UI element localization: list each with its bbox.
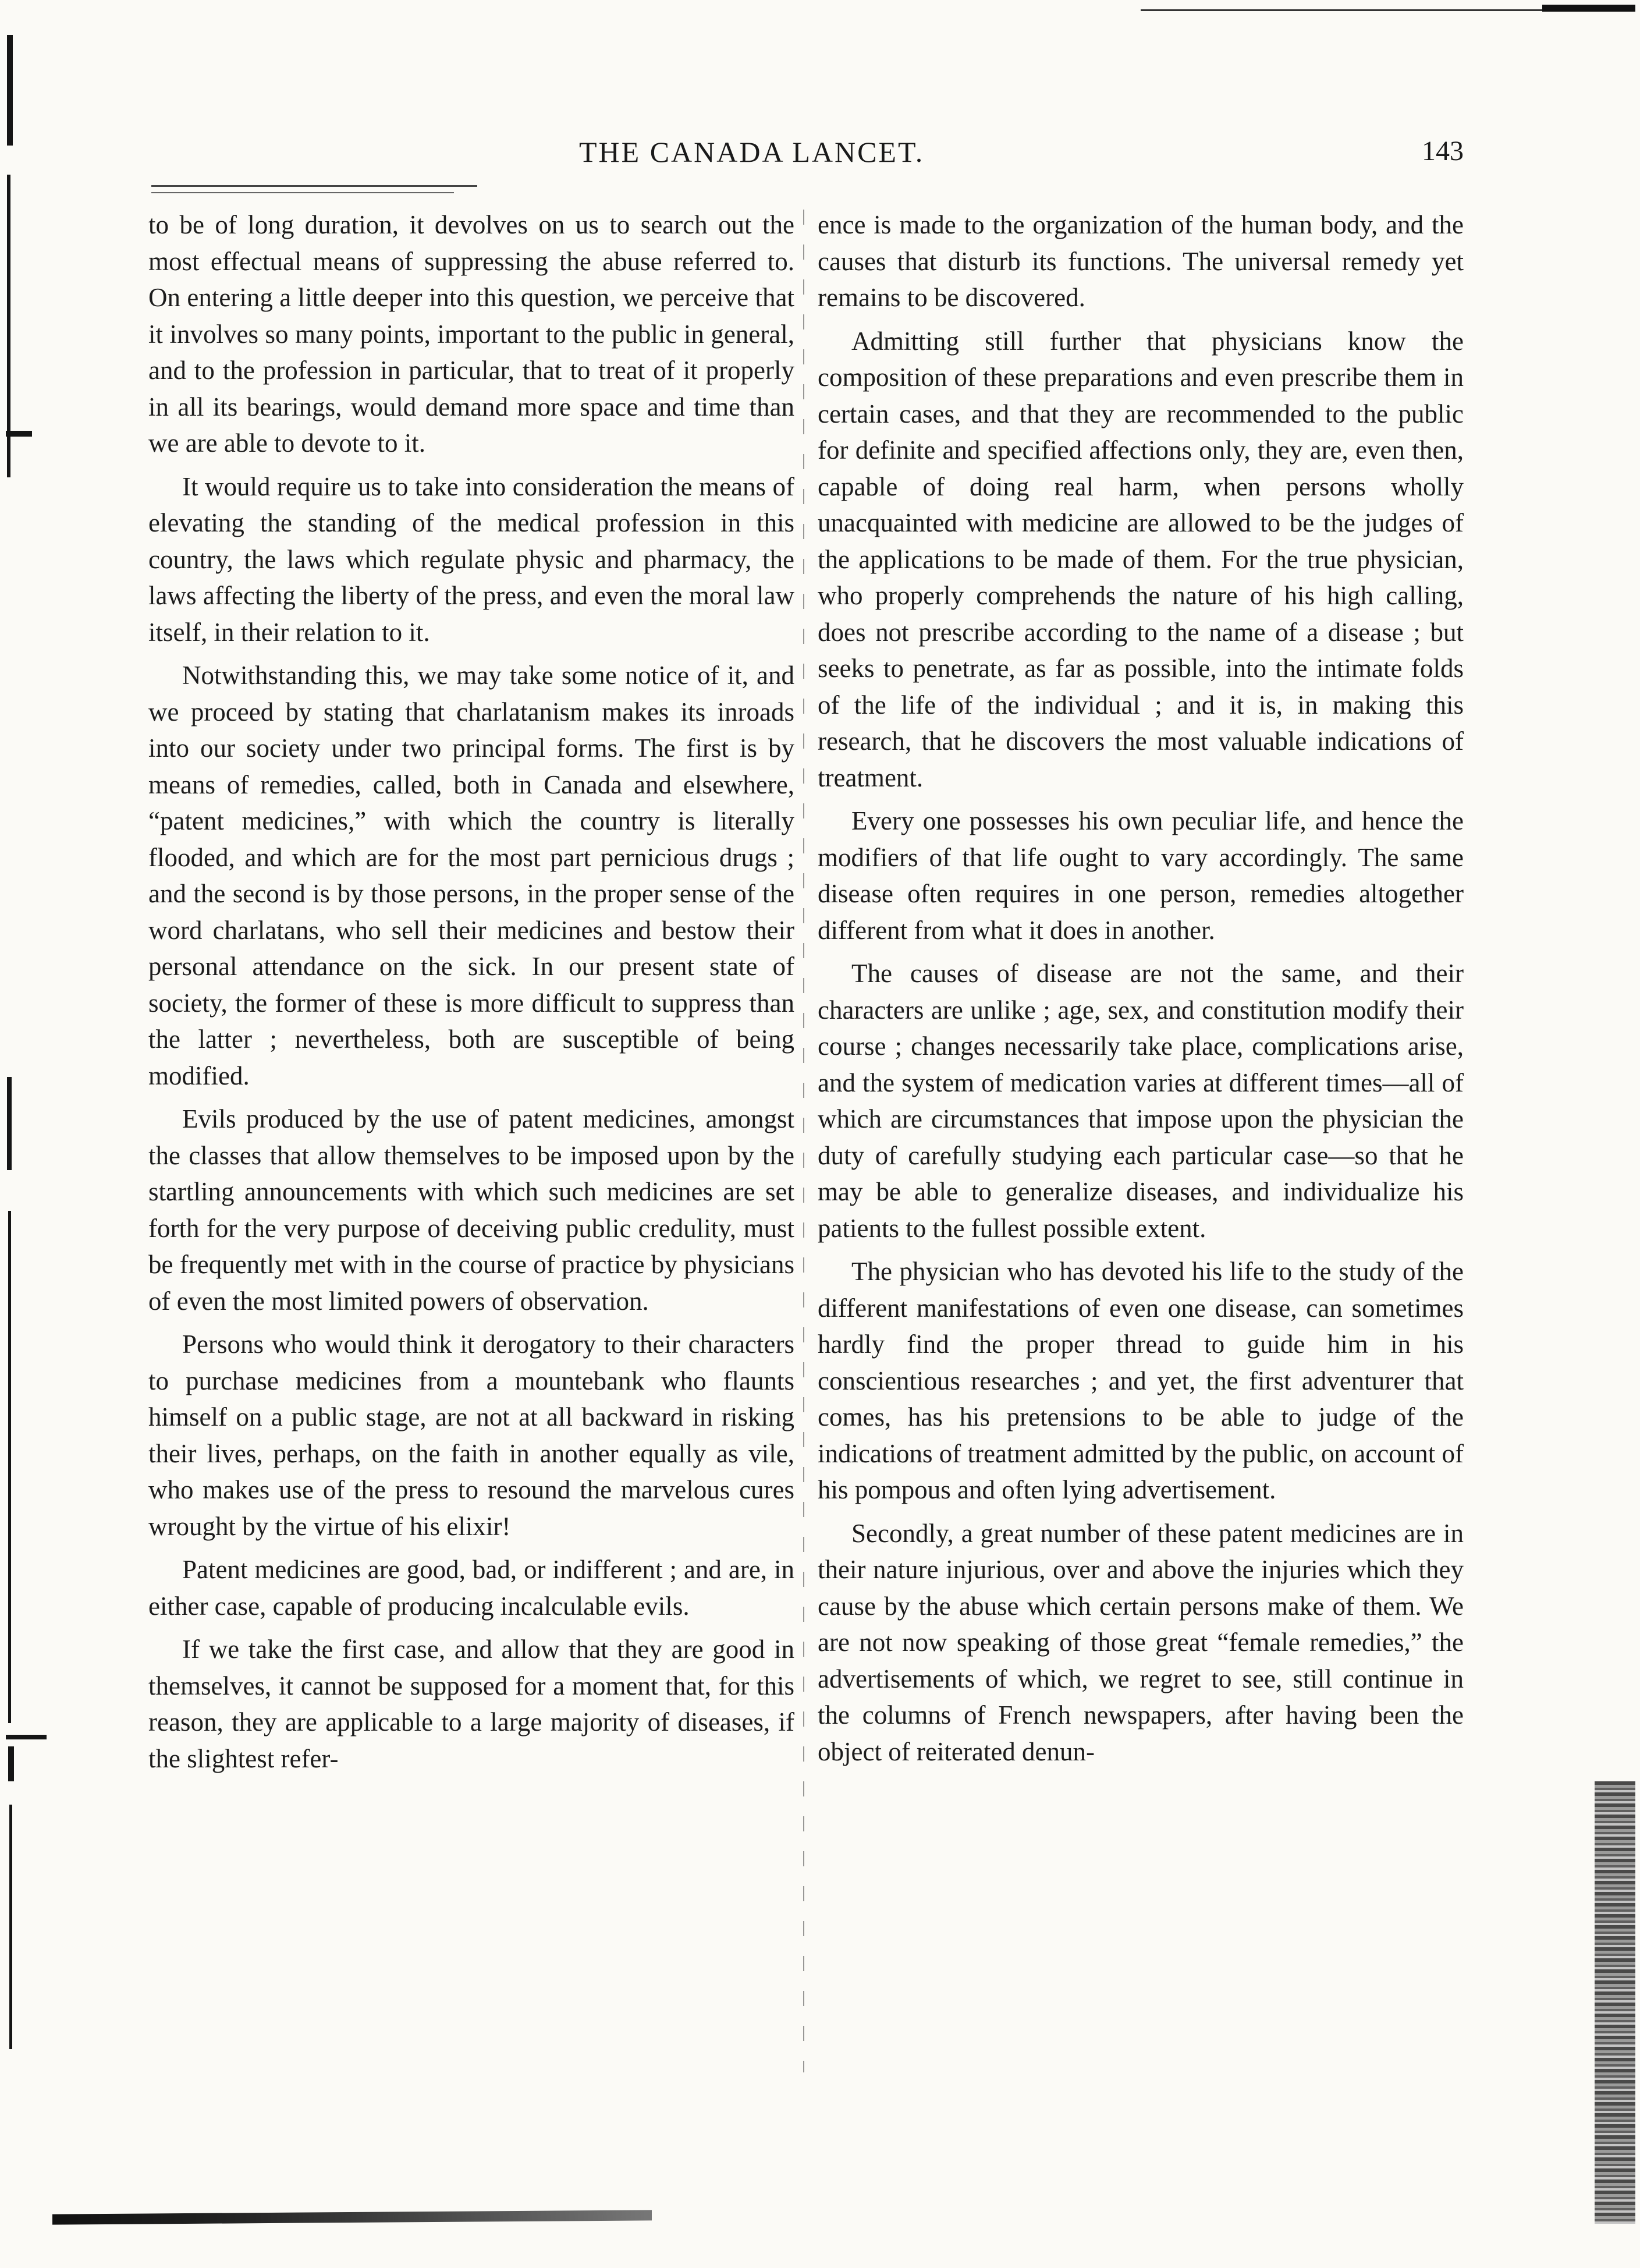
paragraph: The physician who has devoted his life to the study of the different manifestations of even one disease, can sometimes hardly find the proper thread to guide him in his conscientious researches ; and yet, the first adventurer that comes, has his pretensions to be able to judge of the indications of treatment admitted by the public, on account of his pompous and often lying advertisement. xyxy=(818,1257,1464,1504)
right-column xyxy=(818,207,1464,1777)
scan-edge-mark xyxy=(7,35,13,146)
page-number: 143 xyxy=(1422,136,1464,166)
scan-right-edge-noise xyxy=(1595,1781,1635,2224)
paragraph: The causes of disease are not the same, and their characters are unlike ; age, sex, and constitution modify their course ; changes necessarily take place, complications arise, and the system of medication varies at different times—all of which are circumstances that impose upon the physician the duty of carefully studying each particular case—so that he may be able to generalize diseases, and individualize his patients to the fullest possible extent. xyxy=(818,959,1464,1243)
header-rule-secondary xyxy=(151,192,454,193)
paragraph: Evils produced by the use of patent medicines, amongst the classes that allow themselves to be imposed upon by the startling announcements with which such medicines are set forth for the very purpose of deceiving public credulity, must be frequently met with in the course of practice by physicians of even the most limited powers of observation. xyxy=(148,1104,794,1316)
paragraph: Persons who would think it derogatory to their characters to purchase medicines from a mountebank who flaunts himself on a public stage, are not at all backward in risking their lives, perhaps, on the faith in another equally as vile, who makes use of the press to resound the marvelous cures wrought by the virtue of his elixir! xyxy=(148,1330,794,1541)
paragraph: Secondly, a great number of these patent medicines are in their nature injurious, over and above the injuries which they cause by the abuse which certain persons make of them. We are not now speaking of those great “female remedies,” the advertisements of which, we regret to see, still continue in the columns of French newspapers, after having been the object of reiterated denun- xyxy=(818,1518,1464,1766)
paragraph: ence is made to the organization of the human body, and the causes that disturb its functions. The universal remedy yet remains to be discovered. xyxy=(818,210,1464,312)
column-gutter xyxy=(803,210,804,2072)
paragraph: Admitting still further that physicians know the composition of these preparations and even prescribe them in certain cases, and that they are recommended to the public for definite and specified affections only, they are, even then, capable of doing real harm, when persons wholly unacquainted with medicine are allowed to be the judges of the applications to be made of them. For the true physician, who properly comprehends the nature of his high calling, does not prescribe according to the name of a disease ; but seeks to penetrate, as far as possible, into the intimate folds of the life of the individual ; and it is, in making this research, that he discovers the most valuable indications of treatment. xyxy=(818,326,1464,792)
scan-top-mark xyxy=(1542,5,1635,12)
scan-edge-mark xyxy=(8,1211,11,1723)
paragraph: If we take the first case, and allow that they are good in themselves, it cannot be supposed for a moment that, for this reason, they are applicable to a large majority of diseases, if the slightest refer- xyxy=(148,1635,794,1773)
paragraph: Notwithstanding this, we may take some notice of it, and we proceed by stating that charlatanism makes its inroads into our society under two principal forms. The first is by means of remedies, called, both in Canada and elsewhere, “patent medicines,” with which the country is literally flooded, and which are for the most part pernicious drugs ; and the second is by those persons, in the proper sense of the word charlatans, who sell their medicines and bestow their personal attendance on the sick. In our present state of society, the former of these is more difficult to suppress than the latter ; nevertheless, both are susceptible of being modified. xyxy=(148,661,794,1090)
header-rule xyxy=(151,185,477,187)
scan-edge-tick xyxy=(6,431,32,437)
scan-edge-mark xyxy=(7,1077,12,1170)
paragraph: to be of long duration, it devolves on us to search out the most effectual means of suppressing the abuse referred to. On entering a little deeper into this question, we perceive that it involves so many points, important to the public in general, and to the profession in particular, that to treat of it properly in all its bearings, would demand more space and time than we are able to devote to it. xyxy=(148,210,794,458)
scan-edge-mark xyxy=(8,1746,14,1781)
left-column xyxy=(148,207,794,1784)
paragraph: Every one possesses his own peculiar life, and hence the modifiers of that life ought to vary accordingly. The same disease often requires in one person, remedies altogether different from what it does in another. xyxy=(818,806,1464,945)
scan-edge-tick xyxy=(6,1735,47,1739)
running-head xyxy=(148,135,1464,182)
scan-top-rule xyxy=(1141,9,1548,11)
scan-bottom-rule xyxy=(52,2210,652,2224)
scan-edge-mark xyxy=(9,1805,12,2049)
paragraph: Patent medicines are good, bad, or indifferent ; and are, in either case, capable of producing incalculable evils. xyxy=(148,1555,794,1621)
paragraph: It would require us to take into consideration the means of elevating the standing of the medical profession in this country, the laws which regulate physic and pharmacy, the laws affecting the liberty of the press, and even the moral law itself, in their relation to it. xyxy=(148,472,794,647)
journal-title: THE CANADA LANCET. xyxy=(579,136,925,168)
